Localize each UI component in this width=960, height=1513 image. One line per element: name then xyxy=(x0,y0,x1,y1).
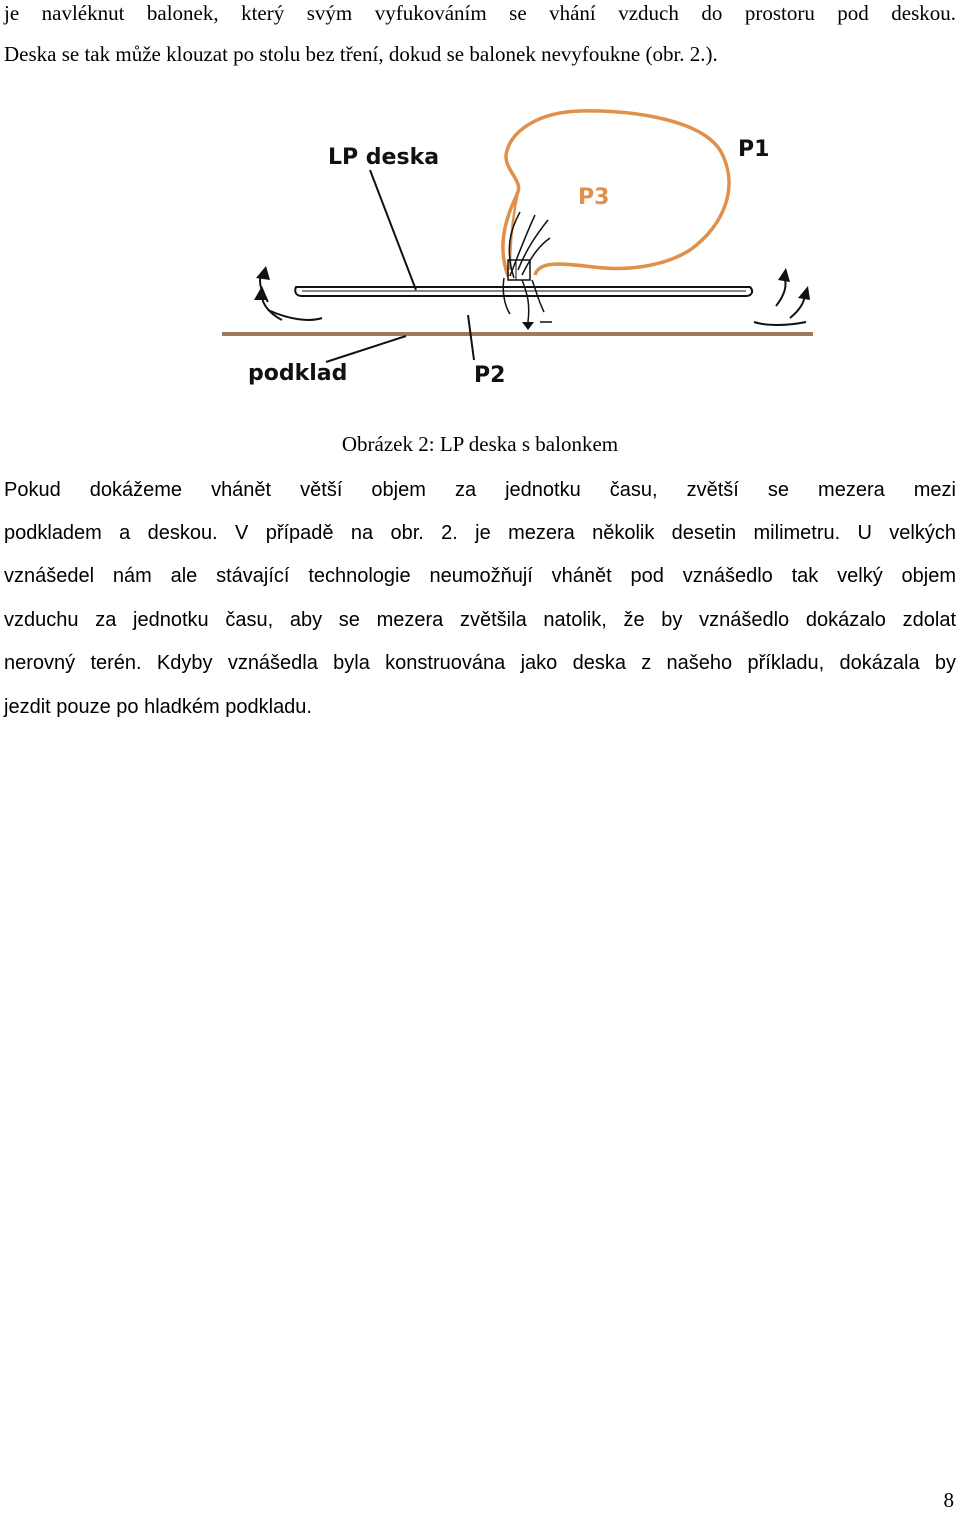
label-podklad: podklad xyxy=(248,361,348,386)
pointer-podklad xyxy=(326,336,406,362)
intro-line-1: je navléknut balonek, který svým vyfukováním se vhání vzduch do prostoru pod deskou. xyxy=(4,1,956,25)
label-lp-deska: LP deska xyxy=(328,145,440,170)
pointer-p2 xyxy=(468,315,474,360)
lp-deska-figure xyxy=(210,100,820,395)
figure-caption: Obrázek 2: LP deska s balonkem xyxy=(341,432,619,456)
pointer-lp-deska xyxy=(370,170,416,290)
body-line-2: podkladem a deskou. V případě na obr. 2. je mezera několik desetin milimetru. U velkých xyxy=(4,522,956,544)
body-line-6: jezdit pouze po hladkém podkladu. xyxy=(4,696,312,718)
page-number: 8 xyxy=(943,1488,954,1512)
body-line-3: vznášedel nám ale stávající technologie neumožňují vhánět pod vznášedlo tak velký objem xyxy=(4,565,956,587)
label-p2: P2 xyxy=(474,363,506,388)
body-line-5: nerovný terén. Kdyby vznášedla byla konstruována jako deska z našeho příkladu, dokázala by xyxy=(4,652,956,674)
body-line-4: vzduchu za jednotku času, aby se mezera zvětšila natolik, že by vznášedlo dokázalo zdolat xyxy=(4,609,956,631)
label-p1: P1 xyxy=(738,137,770,162)
body-line-1: Pokud dokážeme vhánět větší objem za jednotku času, zvětší se mezera mezi xyxy=(4,479,956,501)
label-p3: P3 xyxy=(578,185,610,210)
intro-line-2: Deska se tak může klouzat po stolu bez tření, dokud se balonek nevyfoukne (obr. 2.). xyxy=(4,42,718,66)
